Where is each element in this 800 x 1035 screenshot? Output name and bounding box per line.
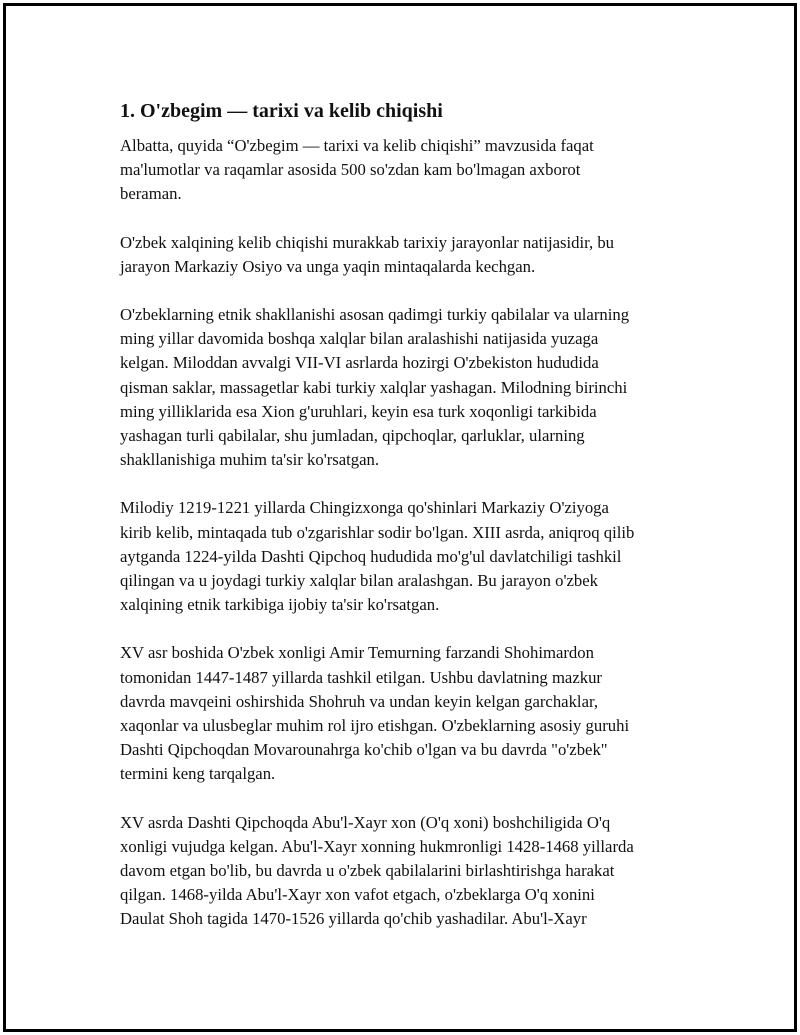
document-body xyxy=(120,98,680,956)
paragraph-ethnic-formation: O'zbeklarning etnik shakllanishi asosan qadimgi turkiy qabilalar va ularning ming yillar davomida boshqa xalqlar bilan aralashishi natijasida yuzaga kelgan. Miloddan avvalgi VII-VI asrlarda hozirgi O'zbekiston hududida qisman saklar, massagetlar kabi turkiy xalqlar yashagan. Milodning birinchi ming yilliklarida esa Xion g'uruhlari, keyin esa turk xoqonligi tarkibida yashagan turli qabilalar, shu jumladan, qipchoqlar, qarluklar, ularning shakllanishiga muhim ta'sir ko'rsatgan. xyxy=(120,305,630,470)
paragraph-mongol-invasion: Milodiy 1219-1221 yillarda Chingizxonga qo'shinlari Markaziy O'ziyoga kirib kelib, mintaqada tub o'zgarishlar sodir bo'lgan. XIII asrda, aniqroq qilib aytganda 1224-yilda Dashti Qipchoq hududida mo'g'ul davlatchiligi tashkil qilingan va u joydagi turkiy xalqlar bilan aralashgan. Bu jarayon o'zbek xalqining etnik tarkibiga ijobiy ta'sir ko'rsatgan. xyxy=(120,498,635,615)
paragraph-intro: Albatta, quyida “O'zbegim — tarixi va kelib chiqishi” mavzusida faqat ma'lumotlar va raqamlar asosida 500 so'zdan kam bo'lmagan axborot beraman. xyxy=(120,136,594,204)
page-frame xyxy=(3,3,797,1032)
paragraph-origin: O'zbek xalqining kelib chiqishi murakkab tarixiy jarayonlar natijasidir, bu jarayon Markaziy Osiyo va unga yaqin mintaqalarda kechgan. xyxy=(120,232,615,276)
paragraph-abulkhair: XV asrda Dashti Qipchoqda Abu'l-Xayr xon (O'q xoni) boshchiligida O'q xonligi vujudga kelgan. Abu'l-Xayr xonning hukmronligi 1428-1468 yillarda davom etgan bo'lib, bu davrda u o'zbek qabilalarini birlashtirishga harakat qilgan. 1468-yilda Abu'l-Xayr xon vafot etgach, o'zbeklarga O'q xonini Daulat Shoh tagida 1470-1526 yillarda qo'chib yashadilar. Abu'l-Xayr xyxy=(120,812,634,929)
document-title: 1. O'zbegim — tarixi va kelib chiqishi xyxy=(120,100,443,122)
paragraph-uzbek-khanate: XV asr boshida O'zbek xonligi Amir Temurning farzandi Shohimardon tomonidan 1447-1487 yillarda tashkil etilgan. Ushbu davlatning mazkur davrda mavqeini oshirshida Shohruh va undan keyin kelgan garchaklar, xaqonlar va ulusbeglar muhim rol ijro etishgan. O'zbeklarning asosiy guruhi Dashti Qipchoqdan Movarounahrga ko'chib o'lgan va bu davrda "o'zbek" termini keng tarqalgan. xyxy=(120,643,630,784)
